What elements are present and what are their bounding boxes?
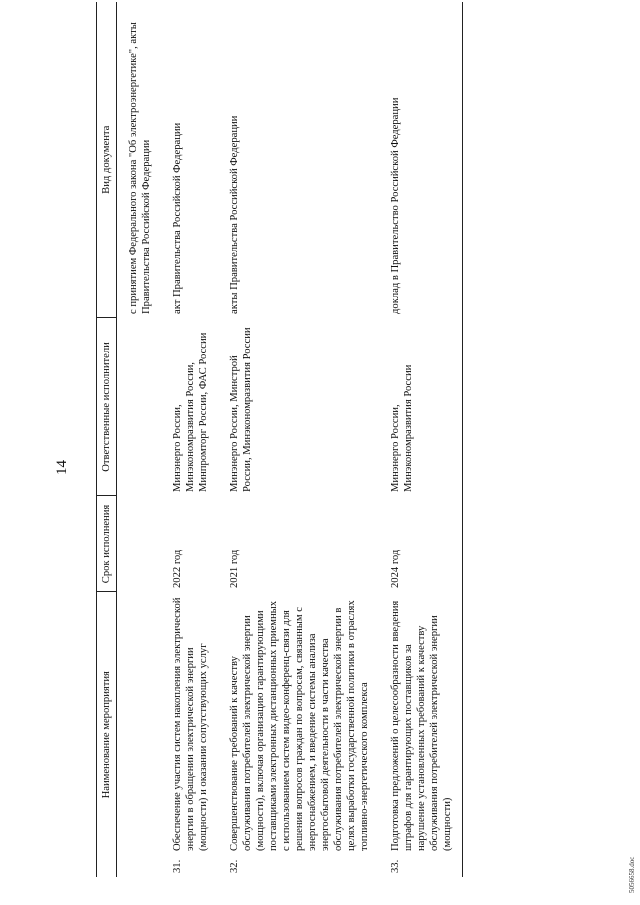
continuation-doc-type: с принятием Федерального закона "Об электроэнергетике", акты Правительства Российской Федерации [128, 22, 152, 314]
header-doc-type: Вид документа [97, 2, 117, 318]
measure-name: Обеспечение участия систем накопления электрической энергии в обращении электрической энергии (мощности) и оказании сопутствующих услуг [172, 597, 209, 851]
measure-doc-type: акты Правительства Российской Федерации [229, 115, 240, 314]
measure-executors: Минэнерго России, Минстрой России, Минэкономразвития России [229, 327, 253, 492]
measure-name: Совершенствование требований к качеству обслуживания потребителей электрической энергии (мощности), включая организацию гарантирующими поставщиками электронных дистанционных приемных с использованием систем видео-конференц-связи для решения вопросов граждан по вопросам, связанным с энергоснабжением, и введение системы анализа энергосбытовой деятельности в части качества обслуживания потребителей электрической энергии в целях выработки государственной политики в отраслях топливно-энергетического комплекса [229, 600, 370, 851]
page-number: 14 [54, 460, 70, 475]
row-number: 33. [379, 855, 463, 877]
table-row-33 [379, 2, 463, 877]
table-row-31 [161, 2, 218, 877]
measure-executors: Минэнерго России, Минэкономразвития России [379, 318, 463, 496]
table-row-continuation [117, 2, 162, 877]
measure-deadline: 2022 год [172, 549, 183, 588]
header-deadline: Срок исполнения [97, 496, 117, 592]
file-name: 5056658.doc [628, 856, 636, 893]
row-number: 31. [172, 859, 183, 873]
measure-doc-type: доклад в Правительство Российской Федерации [379, 2, 463, 318]
header-executors: Ответственные исполнители [97, 318, 117, 496]
row-number: 32. [229, 859, 240, 873]
table-header-row [97, 2, 117, 877]
table-row-32 [218, 2, 379, 877]
measure-doc-type: акт Правительства Российской Федерации [172, 122, 183, 314]
measure-deadline: 2024 год [379, 496, 463, 592]
measures-table [96, 2, 463, 877]
header-name: Наименование мероприятия [97, 592, 117, 877]
measure-executors: Минэнерго России, Минэкономразвития России, Минпромторг России, ФАС России [172, 332, 209, 492]
measure-name: Подготовка предложений о целесообразности введения штрафов для гарантирующих поставщиков за нарушение установленных требований к качеству обслуживания потребителей электрической энергии (мощности) [379, 592, 463, 855]
measure-deadline: 2021 год [229, 549, 240, 588]
